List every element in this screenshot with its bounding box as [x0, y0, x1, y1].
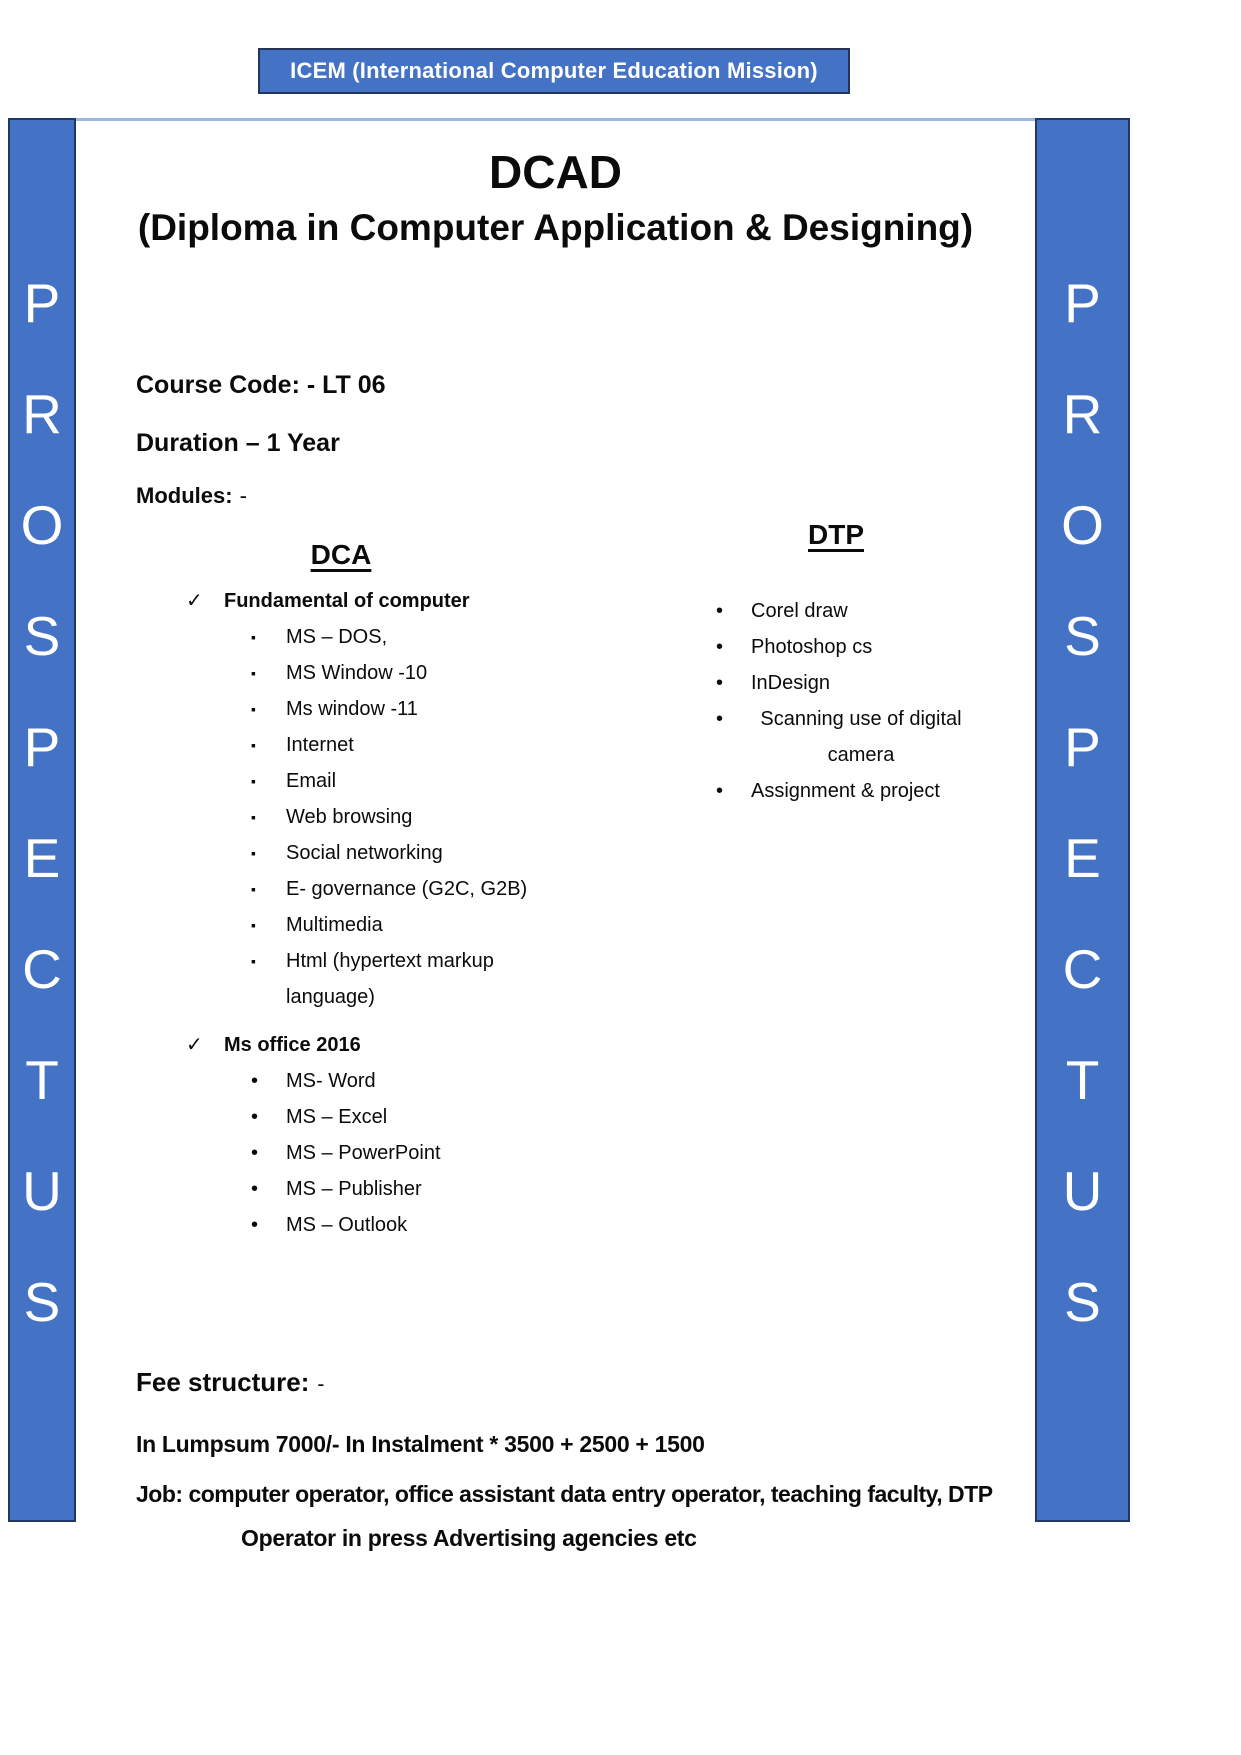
list-item-text: Scanning use of digital camera	[760, 708, 962, 766]
watermark-letter: U	[22, 1160, 62, 1222]
disc-bullet-icon: •	[251, 1070, 259, 1092]
dca-office-list	[111, 1063, 571, 1243]
dtp-list	[686, 593, 986, 809]
watermark-letter: O	[20, 494, 64, 556]
watermark-letter: R	[22, 383, 62, 445]
disc-bullet-icon: •	[251, 1214, 259, 1236]
fee-structure-detail: In Lumpsum 7000/- In Instalment * 3500 + 2500 + 1500	[136, 1431, 705, 1457]
watermark-letter: P	[23, 716, 61, 778]
watermark-letter: E	[1064, 827, 1101, 889]
watermark-letter: P	[1064, 272, 1101, 334]
square-bullet-icon: ▪	[251, 737, 256, 753]
fee-structure-suffix: -	[317, 1373, 325, 1396]
watermark-letter: S	[1064, 605, 1101, 667]
check-icon: ✓	[186, 1034, 203, 1056]
page-body	[76, 118, 1035, 1755]
square-bullet-icon: ▪	[251, 809, 256, 825]
fee-structure-heading	[136, 1367, 324, 1398]
dca-module-section	[111, 539, 571, 1243]
disc-bullet-icon: •	[716, 672, 724, 694]
institution-name: ICEM (International Computer Education Mission)	[290, 58, 818, 83]
dca-fundamentals-list	[111, 619, 571, 1015]
list-item-text: Assignment & project	[751, 780, 940, 802]
fee-structure-label: Fee structure:	[136, 1367, 310, 1397]
course-duration: Duration – 1 Year	[136, 429, 340, 457]
list-item-text: Photoshop cs	[751, 636, 873, 658]
list-item-text: Multimedia	[286, 914, 383, 936]
institution-banner	[258, 48, 850, 94]
course-code: Course Code: - LT 06	[136, 371, 386, 399]
watermark-letter: R	[1062, 383, 1103, 445]
module-group-title	[111, 1032, 571, 1057]
list-item-text: Ms window -11	[286, 698, 418, 720]
list-item	[716, 593, 986, 629]
list-item	[251, 1207, 571, 1243]
list-item-text: Web browsing	[286, 806, 413, 828]
square-bullet-icon: ▪	[251, 665, 256, 681]
list-item	[251, 799, 571, 835]
watermark-letter: C	[22, 938, 62, 1000]
disc-bullet-icon: •	[251, 1142, 259, 1164]
dtp-heading: DTP	[808, 519, 864, 550]
right-prospectus-bar	[1035, 118, 1130, 1522]
list-item	[251, 871, 571, 907]
list-item-text: Corel draw	[751, 600, 848, 622]
square-bullet-icon: ▪	[251, 845, 256, 861]
square-bullet-icon: ▪	[251, 629, 256, 645]
course-abbreviation-title: DCAD	[489, 146, 622, 198]
watermark-letter: T	[1065, 1049, 1100, 1111]
modules-label-suffix: -	[239, 483, 247, 508]
list-item	[716, 665, 986, 701]
disc-bullet-icon: •	[716, 600, 724, 622]
list-item	[251, 1135, 571, 1171]
list-item-text: MS Window -10	[286, 662, 428, 684]
list-item	[251, 691, 571, 727]
list-item	[716, 629, 986, 665]
left-prospectus-bar	[8, 118, 76, 1522]
list-item	[251, 655, 571, 691]
list-item-text: Email	[286, 770, 337, 792]
list-item-text: Internet	[286, 734, 354, 756]
disc-bullet-icon: •	[716, 636, 724, 658]
list-item	[251, 727, 571, 763]
square-bullet-icon: ▪	[251, 773, 256, 789]
list-item	[251, 907, 571, 943]
course-full-name: (Diploma in Computer Application & Designing)	[137, 207, 974, 248]
watermark-letter: P	[1064, 716, 1101, 778]
list-item	[716, 773, 986, 809]
list-item-text: MS – DOS,	[286, 626, 388, 648]
module-group-title-text: Ms office 2016	[224, 1034, 361, 1056]
modules-label	[136, 483, 247, 509]
list-item-text: Html (hypertext markup language)	[286, 950, 494, 1008]
list-item-text: E- governance (G2C, G2B)	[286, 878, 528, 900]
dtp-module-section	[686, 519, 986, 809]
square-bullet-icon: ▪	[251, 881, 256, 897]
watermark-letter: S	[1064, 1271, 1101, 1333]
disc-bullet-icon: •	[251, 1178, 259, 1200]
list-item-text: InDesign	[751, 672, 830, 694]
disc-bullet-icon: •	[716, 780, 724, 802]
disc-bullet-icon: •	[716, 708, 724, 730]
list-item-text: MS – Excel	[286, 1106, 388, 1128]
watermark-letter: T	[25, 1049, 59, 1111]
list-item	[251, 763, 571, 799]
watermark-letter: E	[23, 827, 61, 889]
list-item	[251, 1171, 571, 1207]
list-item	[251, 835, 571, 871]
disc-bullet-icon: •	[251, 1106, 259, 1128]
watermark-letter: S	[23, 605, 61, 667]
square-bullet-icon: ▪	[251, 701, 256, 717]
watermark-letter: O	[1061, 494, 1104, 556]
watermark-letter: C	[1062, 938, 1103, 1000]
watermark-letter: P	[23, 272, 61, 334]
watermark-letter: S	[23, 1271, 61, 1333]
modules-label-text: Modules:	[136, 483, 233, 508]
square-bullet-icon: ▪	[251, 953, 256, 969]
square-bullet-icon: ▪	[251, 917, 256, 933]
watermark-letter: U	[1062, 1160, 1103, 1222]
list-item	[251, 943, 571, 1015]
check-icon: ✓	[186, 590, 203, 612]
list-item-text: MS – Publisher	[286, 1178, 422, 1200]
list-item	[251, 1099, 571, 1135]
list-item	[251, 1063, 571, 1099]
job-roles-line2: Operator in press Advertising agencies etc	[241, 1525, 697, 1551]
module-group-title	[111, 588, 571, 613]
list-item	[716, 701, 986, 773]
list-item-text: MS – PowerPoint	[286, 1142, 441, 1164]
module-group-title-text: Fundamental of computer	[224, 590, 470, 612]
list-item-text: MS- Word	[286, 1070, 376, 1092]
list-item-text: Social networking	[286, 842, 443, 864]
list-item	[251, 619, 571, 655]
dca-heading: DCA	[310, 539, 372, 570]
list-item-text: MS – Outlook	[286, 1214, 408, 1236]
job-roles-line1: Job: computer operator, office assistant data entry operator, teaching faculty, DTP	[136, 1481, 993, 1507]
